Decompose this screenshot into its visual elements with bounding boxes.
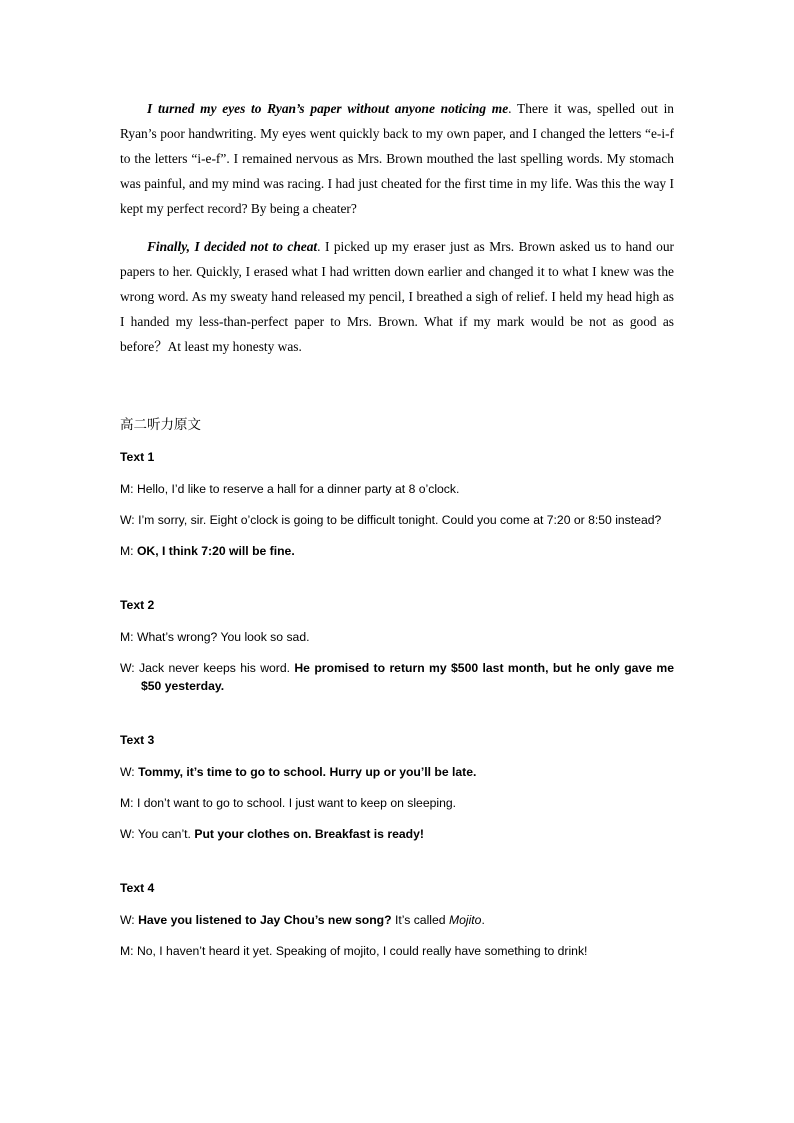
dialogue-line [120, 911, 674, 929]
speaker: W: [120, 827, 138, 841]
speaker: M: [120, 796, 137, 810]
dialogue-line [120, 511, 674, 529]
section-title: 高二听力原文 [120, 417, 201, 433]
story-section [120, 96, 674, 359]
speaker: W: [120, 513, 139, 527]
dialogue-line [120, 825, 674, 843]
paragraph-2-body: . I picked up my eraser just as Mrs. Brown asked us to hand our papers to her. Quickly, I erased what I had written down earlier and changed it to what I knew was the wrong word. As my sweaty hand released my pencil, I breathed a sigh of relief. I held my head high as I handed my less-than-perfect paper to Mrs. Brown. What if my mark would be not as good as before？At least my honesty was. [120, 239, 674, 354]
listening-text-4 [120, 879, 674, 960]
line-text-bold: Put your clothes on. Breakfast is ready! [194, 827, 424, 841]
speaker: M: [120, 482, 137, 496]
paragraph-1-body: . There it was, spelled out in Ryan’s poor handwriting. My eyes went quickly back to my own paper, and I changed the letters “e-i-f to the letters “i-e-f”. I remained nervous as Mrs. Brown mouthed the last spelling words. My stomach was painful, and my mind was racing. I had just cheated for the first time in my life. Was this the way I kept my perfect record? By being a cheater? [120, 101, 674, 216]
line-text-bold: Tommy, it’s time to go to school. Hurry up or you’ll be late. [138, 765, 477, 779]
listening-text-1 [120, 448, 674, 560]
dialogue-line [120, 480, 674, 498]
line-text: I don’t want to go to school. I just want to keep on sleeping. [136, 796, 457, 810]
speaker: M: [120, 544, 137, 558]
line-text: What’s wrong? You look so sad. [136, 630, 310, 644]
line-text: Jack never keeps his word. [139, 661, 295, 675]
line-text-bold: He promised to return my $500 last month, but he only gave me $50 yesterday. [141, 661, 674, 693]
dialogue-line [120, 628, 674, 646]
line-text-bold: OK, I think 7:20 will be fine. [136, 544, 295, 558]
speaker: W: [120, 765, 139, 779]
document-page [120, 96, 674, 996]
text-label: Text 2 [120, 598, 155, 612]
listening-text-3 [120, 731, 674, 843]
line-tail: . [481, 913, 485, 927]
text-label: Text 4 [120, 881, 155, 895]
story-paragraph-1 [120, 96, 674, 221]
line-text: It’s called [391, 913, 449, 927]
dialogue-line [120, 763, 674, 781]
text-label: Text 3 [120, 733, 155, 747]
dialogue-line [120, 659, 674, 695]
line-text-bold: Have you listened to Jay Chou’s new song? [138, 913, 392, 927]
speaker: M: [120, 944, 137, 958]
line-text: I’m sorry, sir. Eight o’clock is going to be difficult tonight. Could you come at 7:20 or 8:50 instead? [138, 513, 662, 527]
dialogue-line [120, 542, 674, 560]
speaker: W: [120, 661, 140, 675]
paragraph-1-lead: I turned my eyes to Ryan’s paper without anyone noticing me [147, 101, 509, 116]
line-text: You can’t. [137, 827, 195, 841]
speaker: W: [120, 913, 139, 927]
paragraph-2-lead: Finally, I decided not to cheat [147, 239, 318, 254]
story-paragraph-2 [120, 234, 674, 359]
song-title: Mojito [448, 913, 482, 927]
speaker: M: [120, 630, 137, 644]
dialogue-line [120, 942, 674, 960]
line-text: Hello, I’d like to reserve a hall for a dinner party at 8 o’clock. [136, 482, 460, 496]
dialogue-line [120, 794, 674, 812]
text-label: Text 1 [120, 450, 155, 464]
listening-text-2 [120, 596, 674, 695]
line-text: No, I haven’t heard it yet. Speaking of mojito, I could really have something to drink! [136, 944, 588, 958]
